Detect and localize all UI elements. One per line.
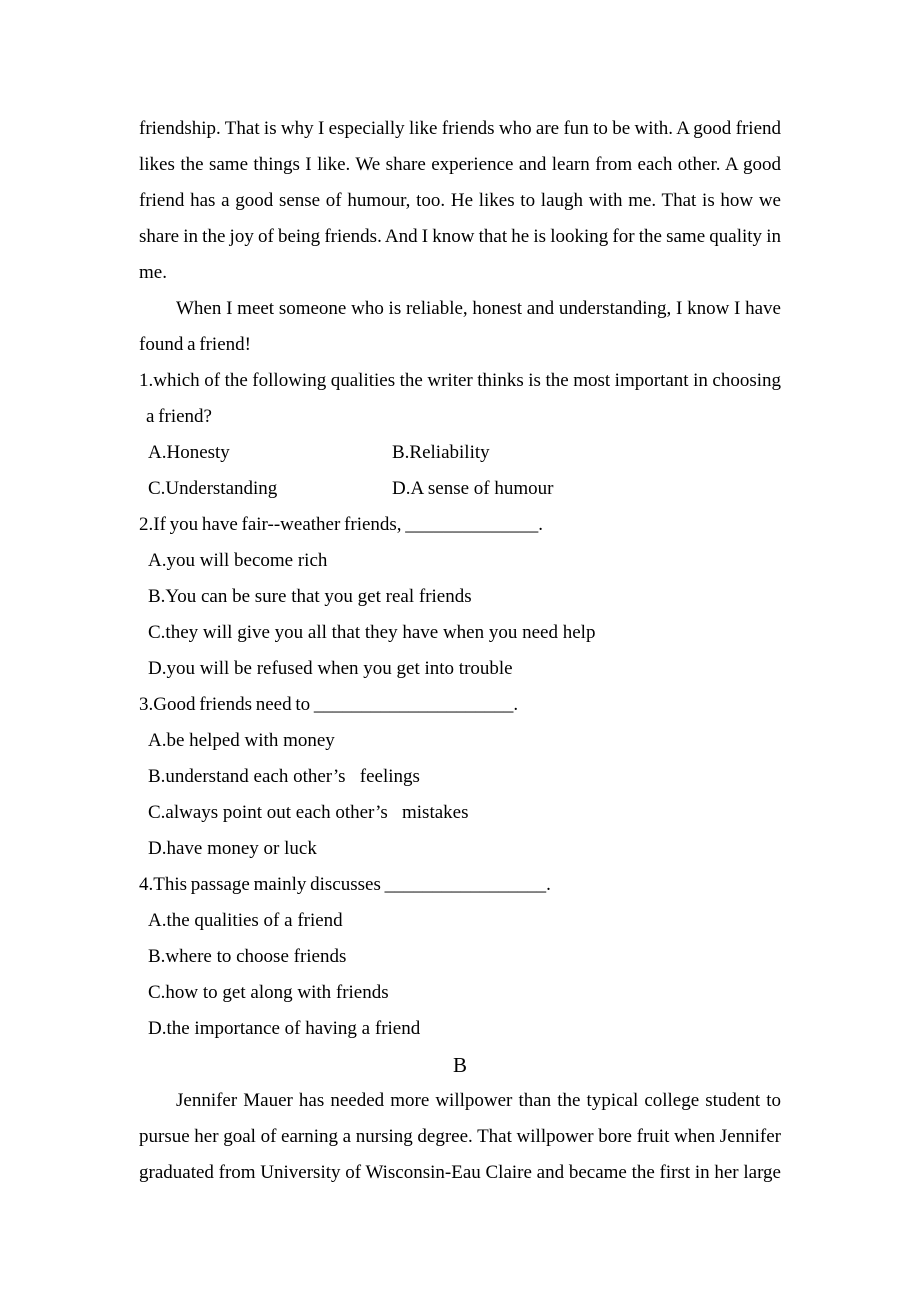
question-4-option-b: B.where to choose friends xyxy=(148,946,347,967)
question-1-options-row-1 xyxy=(139,435,781,471)
question-1-option-d: D.A sense of humour xyxy=(392,478,554,499)
question-4-option-a: A.the qualities of a friend xyxy=(148,910,343,931)
question-2-option-c: C.they will give you all that they have when you need help xyxy=(148,622,596,643)
question-1-option-a: A.Honesty xyxy=(148,442,230,463)
question-1-options-row-2 xyxy=(139,471,781,507)
question-3-option-b: B.understand each other’s feelings xyxy=(148,766,420,787)
section-b-heading: B xyxy=(452,1053,467,1077)
question-4-option-d: D.the importance of having a friend xyxy=(148,1018,421,1039)
passage-a-paragraph-continuation: friendship. That is why I especially like friends who are fun to be with. A good friend likes the same things I like. We share experience and learn from each other. A good friend has a good sense of humour, too. He likes to laugh with me. That is how we share in the joy of being friends. And I know that he is looking for the same quality in me. xyxy=(139,118,781,283)
question-2-option-a: A.you will become rich xyxy=(148,550,328,571)
question-2-option-b: B.You can be sure that you get real friends xyxy=(148,586,472,607)
question-1-text: 1.which of the following qualities the writer thinks is the most important in choosing a friend? xyxy=(139,370,785,427)
question-3-option-c: C.always point out each other’s mistakes xyxy=(148,802,469,823)
question-1-option-c: C.Understanding xyxy=(148,478,278,499)
question-2-option-d: D.you will be refused when you get into trouble xyxy=(148,658,513,679)
question-3-option-d: D.have money or luck xyxy=(148,838,317,859)
question-2-text: 2.If you have fair--weather friends, ______________. xyxy=(139,514,544,535)
passage-a-paragraph-closing: When I meet someone who is reliable, honest and understanding, I know I have found a friend! xyxy=(139,298,781,355)
question-4-option-c: C.how to get along with friends xyxy=(148,982,389,1003)
question-1-option-b: B.Reliability xyxy=(392,442,490,463)
question-3-option-a: A.be helped with money xyxy=(148,730,335,751)
question-4-text: 4.This passage mainly discusses _________________. xyxy=(139,874,551,895)
question-3-text: 3.Good friends need to _____________________. xyxy=(139,694,519,715)
passage-b-paragraph-opening: Jennifer Mauer has needed more willpower than the typical college student to pursue her goal of earning a nursing degree. That willpower bore fruit when Jennifer graduated from University of Wisconsin-Eau Claire and became the first in her large xyxy=(139,1090,781,1183)
